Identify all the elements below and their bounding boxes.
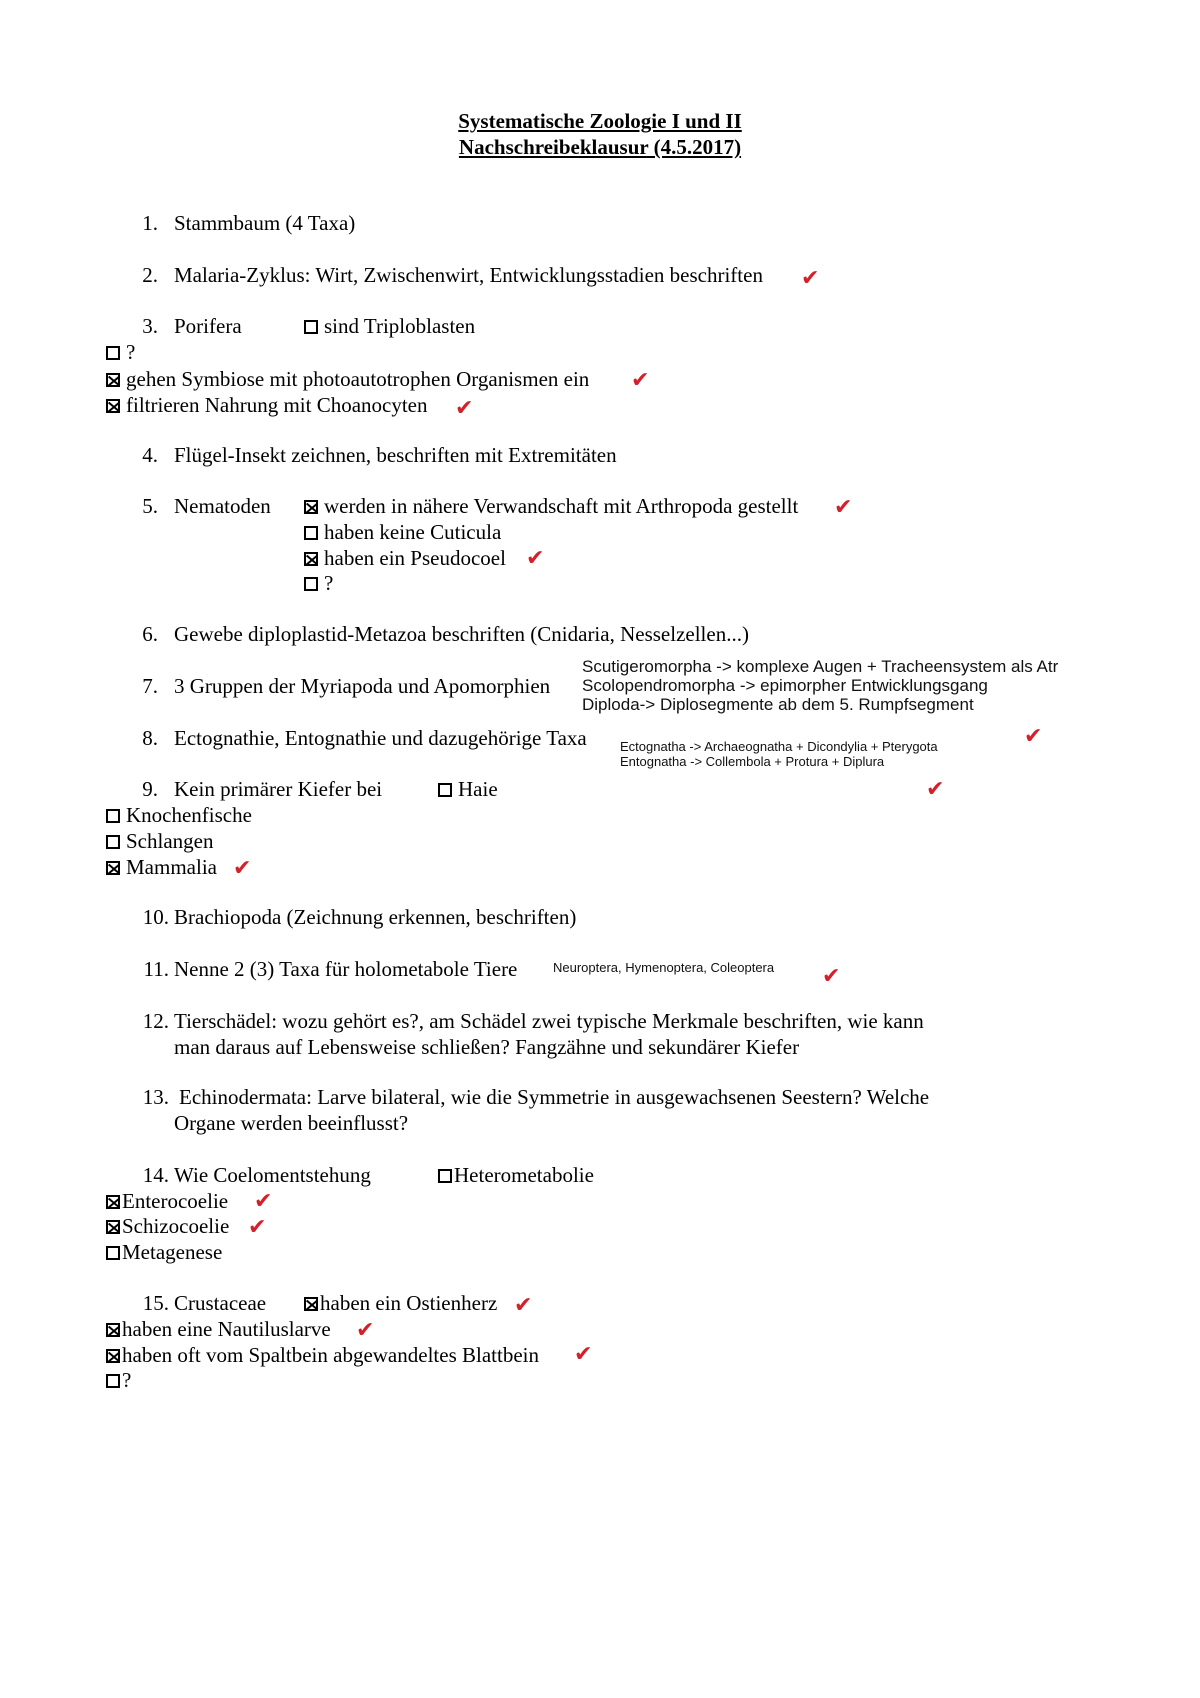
question-number: 9. (142, 777, 158, 801)
question-number: 8. (142, 726, 158, 750)
answer-option: haben ein Pseudocoel (304, 545, 506, 571)
answer-option: ? (304, 570, 333, 596)
answer-option: haben eine Nautiluslarve (106, 1316, 331, 1342)
check-mark-icon: ✔ (926, 777, 945, 802)
check-mark-icon: ✔ (356, 1318, 375, 1343)
check-mark-icon: ✔ (631, 368, 650, 393)
question-number: 2. (142, 263, 158, 287)
answer-option: filtrieren Nahrung mit Choanocyten (106, 392, 428, 418)
question-12-text-line1: Tierschädel: wozu gehört es?, am Schädel zwei typische Merkmale beschriften, wie kann (174, 1009, 924, 1033)
checked-checkbox-icon (106, 373, 120, 387)
answer-option: sind Triploblasten (304, 313, 475, 339)
check-mark-icon: ✔ (526, 546, 545, 571)
question-number: 12. (142, 1009, 169, 1033)
question-14-text: Wie Coelomentstehung (174, 1163, 371, 1187)
check-mark-icon: ✔ (1024, 724, 1043, 749)
check-mark-icon: ✔ (834, 495, 853, 520)
check-mark-icon: ✔ (455, 396, 474, 421)
handwritten-answer-note: Entognatha -> Collembola + Protura + Diplura (620, 754, 885, 769)
answer-option: gehen Symbiose mit photoautotrophen Organismen ein (106, 366, 589, 392)
question-8-text: Ectognathie, Entognathie und dazugehörige Taxa (174, 726, 587, 750)
checkbox-icon (106, 1246, 120, 1260)
handwritten-answer-note: Scutigeromorpha -> komplexe Augen + Tracheensystem als Atr (582, 657, 1059, 676)
checkbox-icon (304, 320, 318, 334)
question-9-text: Kein primärer Kiefer bei (174, 777, 383, 801)
page-subtitle: Nachschreibeklausur (4.5.2017) (458, 135, 742, 159)
question-6-text: Gewebe diploplastid-Metazoa beschriften (Cnidaria, Nesselzellen...) (174, 622, 749, 646)
check-mark-icon: ✔ (574, 1342, 593, 1367)
checked-checkbox-icon (304, 552, 318, 566)
question-13-text-line2: Organe werden beeinflusst? (174, 1111, 409, 1135)
question-number: 5. (142, 494, 158, 518)
checked-checkbox-icon (106, 1349, 120, 1363)
answer-option: haben ein Ostienherz (304, 1290, 497, 1316)
answer-option: Schizocoelie (106, 1213, 229, 1239)
question-number: 3. (142, 314, 158, 338)
answer-option: haben oft vom Spaltbein abgewandeltes Blattbein (106, 1342, 539, 1368)
checked-checkbox-icon (106, 1323, 120, 1337)
check-mark-icon: ✔ (248, 1215, 267, 1240)
answer-option: ? (106, 339, 135, 365)
question-number: 6. (142, 622, 158, 646)
checked-checkbox-icon (106, 1195, 120, 1209)
question-5-text: Nematoden (174, 494, 271, 518)
question-11-text: Nenne 2 (3) Taxa für holometabole Tiere (174, 957, 518, 981)
page-title: Systematische Zoologie I und II (458, 109, 742, 133)
handwritten-answer-note: Scolopendromorpha -> epimorpher Entwicklungsgang (582, 676, 988, 695)
question-1-text: Stammbaum (4 Taxa) (174, 211, 356, 235)
checkbox-icon (438, 1169, 452, 1183)
checkbox-icon (304, 577, 318, 591)
checkbox-icon (106, 809, 120, 823)
checkbox-icon (438, 783, 452, 797)
checkbox-icon (106, 1374, 120, 1388)
answer-option: Metagenese (106, 1239, 222, 1265)
question-number: 7. (142, 674, 158, 698)
checked-checkbox-icon (106, 1220, 120, 1234)
checked-checkbox-icon (304, 500, 318, 514)
question-number: 15. (142, 1291, 169, 1315)
answer-option: haben keine Cuticula (304, 519, 501, 545)
answer-option: Schlangen (106, 828, 213, 854)
question-12-text-line2: man daraus auf Lebensweise schließen? Fangzähne und sekundärer Kiefer (174, 1035, 800, 1059)
answer-option: ? (106, 1367, 131, 1393)
question-7-text: 3 Gruppen der Myriapoda und Apomorphien (174, 674, 551, 698)
answer-option: Mammalia (106, 854, 217, 880)
check-mark-icon: ✔ (822, 964, 841, 989)
checked-checkbox-icon (304, 1297, 318, 1311)
question-number: 10. (142, 905, 169, 929)
answer-option: Enterocoelie (106, 1188, 228, 1214)
answer-option: werden in nähere Verwandschaft mit Arthropoda gestellt (304, 493, 798, 519)
question-number: 14. (142, 1163, 169, 1187)
question-15-text: Crustaceae (174, 1291, 267, 1315)
answer-option: Knochenfische (106, 802, 252, 828)
check-mark-icon: ✔ (254, 1189, 273, 1214)
question-2-text: Malaria-Zyklus: Wirt, Zwischenwirt, Entwicklungsstadien beschriften (174, 263, 763, 287)
check-mark-icon: ✔ (514, 1293, 533, 1318)
checked-checkbox-icon (106, 399, 120, 413)
question-number: 4. (142, 443, 158, 467)
handwritten-answer-note: Diploda-> Diplosegmente ab dem 5. Rumpfsegment (582, 695, 974, 714)
checkbox-icon (304, 526, 318, 540)
answer-option: Haie (438, 776, 498, 802)
check-mark-icon: ✔ (801, 266, 820, 291)
question-10-text: Brachiopoda (Zeichnung erkennen, beschriften) (174, 905, 577, 929)
handwritten-answer-note: Neuroptera, Hymenoptera, Coleoptera (553, 960, 775, 975)
question-13-text-line1: Echinodermata: Larve bilateral, wie die Symmetrie in ausgewachsenen Seestern? Welche (179, 1085, 930, 1109)
checked-checkbox-icon (106, 861, 120, 875)
question-3-text: Porifera (174, 314, 242, 338)
question-number: 11. (143, 957, 169, 981)
answer-option: Heterometabolie (438, 1162, 594, 1188)
question-number: 1. (142, 211, 158, 235)
question-number: 13. (142, 1085, 169, 1109)
handwritten-answer-note: Ectognatha -> Archaeognatha + Dicondylia + Pterygota (620, 739, 938, 754)
question-4-text: Flügel-Insekt zeichnen, beschriften mit Extremitäten (174, 443, 617, 467)
checkbox-icon (106, 346, 120, 360)
checkbox-icon (106, 835, 120, 849)
check-mark-icon: ✔ (233, 856, 252, 881)
